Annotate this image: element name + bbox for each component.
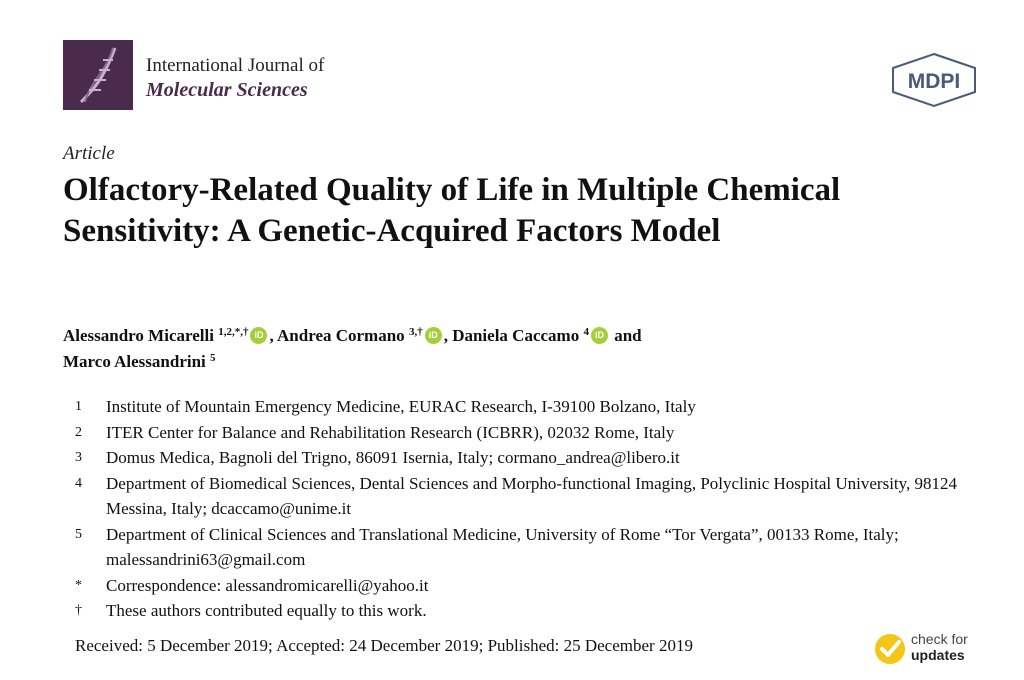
- affiliation-item: [63, 394, 993, 420]
- affiliation-mark: †: [75, 603, 82, 618]
- author-name[interactable]: Daniela Caccamo: [452, 326, 580, 345]
- author-separator: ,: [269, 326, 278, 345]
- journal-name: [146, 53, 324, 103]
- affiliation-mark: 5: [75, 526, 82, 542]
- affiliation-mark: 3: [75, 450, 82, 465]
- affiliation-text: Institute of Mountain Emergency Medicine, EURAC Research, I-39100 Bolzano, Italy: [106, 397, 696, 416]
- author-name[interactable]: Andrea Cormano: [277, 326, 405, 345]
- check-badge-icon: [873, 632, 907, 666]
- journal-name-line1: International Journal of: [146, 55, 325, 76]
- affiliation-item: [63, 445, 993, 471]
- author-list: [63, 323, 963, 375]
- affiliation-mark: 2: [75, 424, 82, 440]
- journal-name-line2: Molecular Sciences: [146, 79, 308, 101]
- affiliation-mark: 1: [75, 399, 82, 414]
- affiliation-text: Department of Biomedical Sciences, Dental Sciences and Morpho-functional Imaging, Polyclinic Hospital University, 98124 Messina, Italy; dcaccamo@unime.it: [106, 473, 958, 518]
- affiliation-list: [63, 394, 993, 624]
- author-affiliation-marks: 1,2,*,†: [218, 326, 249, 338]
- affiliation-text: ITER Center for Balance and Rehabilitation Research (ICBRR), 02032 Rome, Italy: [106, 422, 675, 442]
- affiliation-item: [63, 471, 993, 522]
- affiliation-item: [63, 522, 993, 573]
- publication-dates: Received: 5 December 2019; Accepted: 24 December 2019; Published: 25 December 2019: [75, 636, 693, 655]
- author-affiliation-marks: 3,†: [408, 326, 423, 338]
- mdpi-logo-text: MDPI: [907, 70, 961, 93]
- affiliation-item: [63, 420, 993, 446]
- author-affiliation-marks: 4: [583, 326, 589, 338]
- journal-logo-icon: [63, 40, 133, 110]
- article-title: Olfactory-Related Quality of Life in Multiple Chemical Sensitivity: A Genetic-Acquired Factors Model: [63, 172, 841, 249]
- correspondence-item: [63, 573, 993, 599]
- mdpi-logo-icon: [889, 52, 979, 108]
- affiliation-text: Domus Medica, Bagnoli del Trigno, 86091 Isernia, Italy; cormano_andrea@libero.it: [106, 448, 680, 467]
- orcid-icon[interactable]: iD: [591, 327, 608, 344]
- check-updates-line2: updates: [911, 647, 965, 663]
- author-affiliation-marks: 5: [210, 352, 216, 364]
- author-separator: and: [609, 326, 642, 345]
- equal-contribution-text: These authors contributed equally to this work.: [106, 601, 427, 620]
- affiliation-mark: 4: [75, 475, 82, 491]
- check-for-updates-button[interactable]: [873, 630, 983, 670]
- author-name[interactable]: Marco Alessandrini: [63, 352, 206, 371]
- correspondence-text[interactable]: Correspondence: alessandromicarelli@yahoo.it: [106, 575, 429, 595]
- orcid-icon[interactable]: iD: [250, 327, 267, 344]
- orcid-icon[interactable]: iD: [425, 327, 442, 344]
- equal-contribution-note: [63, 598, 993, 624]
- affiliation-text: Department of Clinical Sciences and Translational Medicine, University of Rome “Tor Vergata”, 00133 Rome, Italy; malessandrini63@gmail.com: [106, 524, 899, 569]
- author-separator: ,: [443, 326, 453, 345]
- author-name[interactable]: Alessandro Micarelli: [63, 326, 214, 345]
- check-updates-line1: check for: [911, 631, 968, 647]
- affiliation-mark: *: [75, 577, 82, 593]
- article-type: Article: [63, 143, 115, 164]
